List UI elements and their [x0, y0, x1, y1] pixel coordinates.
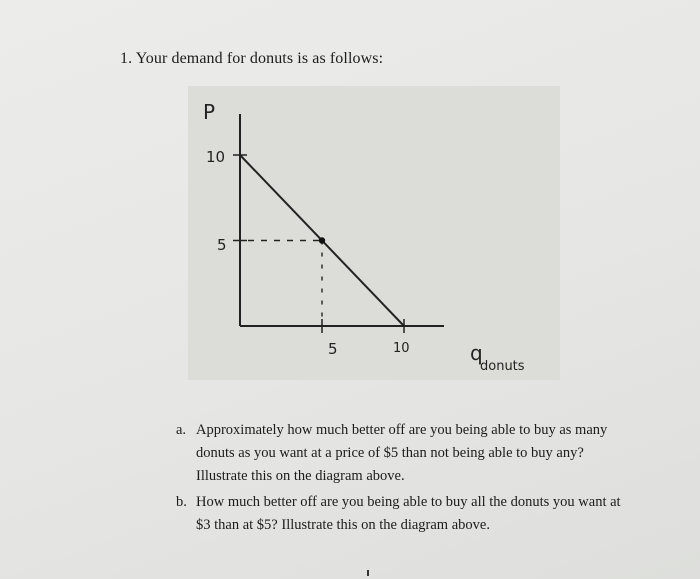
page-mark — [367, 570, 369, 576]
part-b-text: How much better off are you being able to buy all the donuts you want at $3 than at $5? Illustrate this on the diagram above. — [196, 494, 621, 533]
demand-chart — [188, 86, 560, 380]
question-text: Your demand for donuts is as follows: — [135, 50, 384, 67]
question-number: 1. — [120, 50, 133, 67]
part-b-label: b. — [176, 494, 187, 510]
x-tick-label-5: 5 — [328, 340, 338, 358]
part-a — [176, 419, 621, 488]
x-axis-label: q — [470, 341, 483, 365]
part-a-label: a. — [176, 422, 187, 438]
y-tick-label-10: 10 — [206, 148, 226, 166]
x-axis-label-sub: donuts — [480, 359, 525, 374]
part-a-text: Approximately how much better off are you being able to buy as many donuts as you want at a price of $5 than not being able to buy any? Illustrate this on the diagram above. — [196, 422, 608, 484]
y-axis-label: P — [203, 100, 216, 124]
highlighted-point — [319, 237, 325, 243]
question-1 — [120, 50, 383, 68]
x-tick-label-10: 10 — [393, 341, 410, 356]
y-tick-label-5: 5 — [217, 236, 227, 254]
part-b — [176, 491, 621, 537]
demand-diagram — [188, 86, 560, 380]
